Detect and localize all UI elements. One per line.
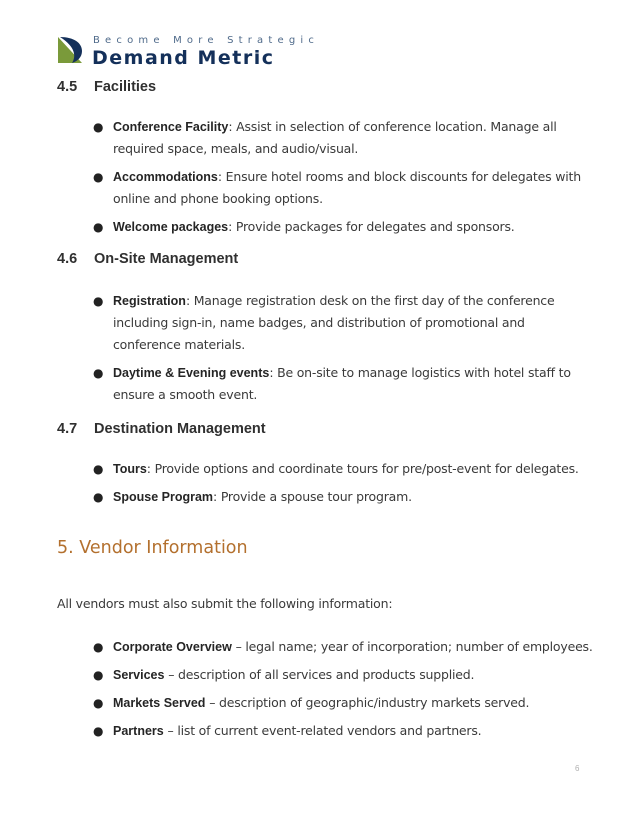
section-heading: [57, 418, 587, 440]
item-text: : Provide options and coordinate tours for pre/post-event for delegates.: [146, 461, 579, 476]
list-item: [57, 290, 587, 356]
tagline: Become More Strategic: [93, 35, 320, 46]
item-term: Markets Served: [113, 696, 206, 710]
vendor-heading: 5. Vendor Information: [57, 538, 248, 558]
list-item: [57, 116, 587, 160]
section-heading: [57, 76, 587, 98]
list-item: [57, 166, 587, 210]
item-term: Services: [113, 668, 165, 682]
section-title: Destination Management: [94, 421, 266, 437]
list-item: [57, 692, 597, 714]
item-text: : Ensure hotel rooms and block discounts for delegates with online and phone booking options.: [113, 169, 581, 206]
item-text: – list of current event-related vendors and partners.: [163, 723, 482, 738]
bullet-icon: ●: [93, 220, 104, 234]
item-text: – description of geographic/industry markets served.: [205, 695, 530, 710]
section-heading: [57, 248, 587, 270]
section-title: On-Site Management: [94, 251, 239, 267]
item-text: : Provide packages for delegates and sponsors.: [228, 219, 515, 234]
list-item: [57, 636, 597, 658]
item-text: – legal name; year of incorporation; number of employees.: [231, 639, 593, 654]
item-term: Corporate Overview: [113, 640, 232, 654]
bullet-list: [57, 116, 587, 238]
logo-mark-icon: [56, 35, 84, 65]
item-text: : Assist in selection of conference location. Manage all required space, meals, and audio/visual.: [113, 119, 557, 156]
list-item: [57, 664, 597, 686]
item-text: : Be on-site to manage logistics with hotel staff to ensure a smooth event.: [113, 365, 571, 402]
item-term: Welcome packages: [113, 220, 229, 234]
bullet-icon: ●: [93, 170, 104, 184]
item-term: Tours: [113, 462, 147, 476]
bullet-icon: ●: [93, 490, 104, 504]
section-number: 4.5: [57, 79, 78, 95]
vendor-intro: All vendors must also submit the following information:: [57, 596, 393, 611]
list-item: [57, 362, 587, 406]
item-term: Spouse Program: [113, 490, 214, 504]
page-number: 6: [575, 764, 580, 773]
item-term: Registration: [113, 294, 186, 308]
item-term: Partners: [113, 724, 164, 738]
section-4-5: [57, 76, 587, 238]
bullet-icon: ●: [93, 640, 104, 654]
bullet-icon: ●: [93, 366, 104, 380]
bullet-icon: ●: [93, 668, 104, 682]
brand-name-text: Demand Metric: [92, 47, 275, 69]
brand-name: [92, 47, 275, 69]
section-4-6: [57, 248, 587, 406]
bullet-list: [57, 458, 587, 508]
section-title: Facilities: [94, 79, 157, 95]
vendor-bullet-list: [57, 636, 597, 742]
item-term: Accommodations: [113, 170, 218, 184]
item-text: : Manage registration desk on the first day of the conference including sign-in, name badges, and distribution of promotional and conference materials.: [113, 293, 555, 352]
section-number: 4.7: [57, 421, 78, 437]
list-item: [57, 216, 587, 238]
bullet-icon: ●: [93, 696, 104, 710]
bullet-icon: ●: [93, 724, 104, 738]
item-text: – description of all services and products supplied.: [164, 667, 475, 682]
bullet-icon: ●: [93, 462, 104, 476]
item-term: Daytime & Evening events: [113, 366, 270, 380]
bullet-icon: ●: [93, 120, 104, 134]
bullet-icon: ●: [93, 294, 104, 308]
bullet-list: [57, 290, 587, 406]
list-item: [57, 720, 597, 742]
list-item: [57, 458, 587, 480]
main-content: [57, 76, 587, 508]
item-text: : Provide a spouse tour program.: [213, 489, 412, 504]
section-4-7: [57, 418, 587, 508]
header-logo: [56, 35, 320, 69]
section-number: 4.6: [57, 251, 78, 267]
list-item: [57, 486, 587, 508]
item-term: Conference Facility: [113, 120, 229, 134]
